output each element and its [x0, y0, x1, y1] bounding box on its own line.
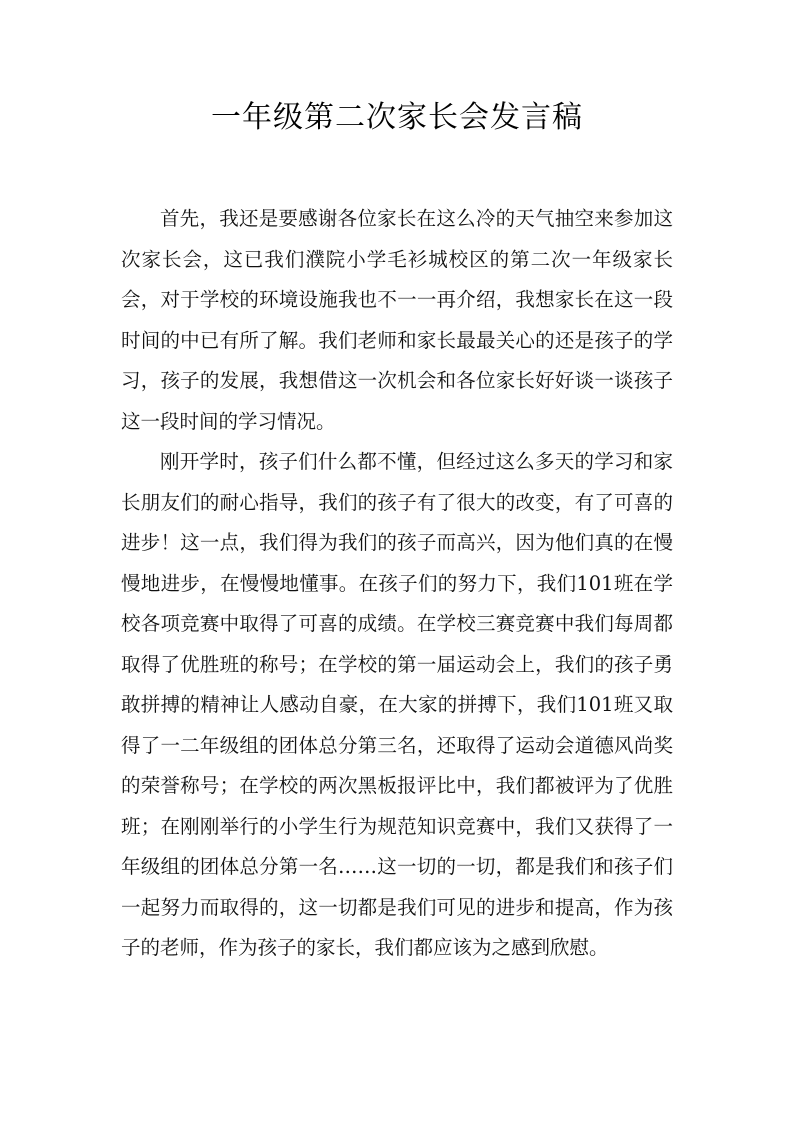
- paragraph-progress: 刚开学时，孩子们什么都不懂，但经过这么多天的学习和家长朋友们的耐心指导，我们的孩子有了很大的改变，有了可喜的进步！这一点，我们得为我们的孩子而高兴，因为他们真的在慢慢地进步，在慢慢地懂事。在孩子们的努力下，我们101班在学校各项竞赛中取得了可喜的成绩。在学校三赛竞赛中我们每周都取得了优胜班的称号；在学校的第一届运动会上，我们的孩子勇敢拼搏的精神让人感动自豪，在大家的拼搏下，我们101班又取得了一二年级组的团体总分第三名，还取得了运动会道德风尚奖的荣誉称号；在学校的两次黑板报评比中，我们都被评为了优胜班；在刚刚举行的小学生行为规范知识竞赛中，我们又获得了一年级组的团体总分第一名……这一切的一切，都是我们和孩子们一起努力而取得的，这一切都是我们可见的进步和提高，作为孩子的老师，作为孩子的家长，我们都应该为之感到欣慰。: [121, 450, 673, 959]
- paragraph-intro: 首先，我还是要感谢各位家长在这么冷的天气抽空来参加这次家长会，这已我们濮院小学毛衫城校区的第二次一年级家长会，对于学校的环境设施我也不一一再介绍，我想家长在这一段时间的中已有所了解。我们老师和家长最最关心的还是孩子的学习，孩子的发展，我想借这一次机会和各位家长好好谈一谈孩子这一段时间的学习情况。: [121, 207, 673, 433]
- document-body: [121, 199, 673, 969]
- document-title: 一年级第二次家长会发言稿: [211, 100, 583, 135]
